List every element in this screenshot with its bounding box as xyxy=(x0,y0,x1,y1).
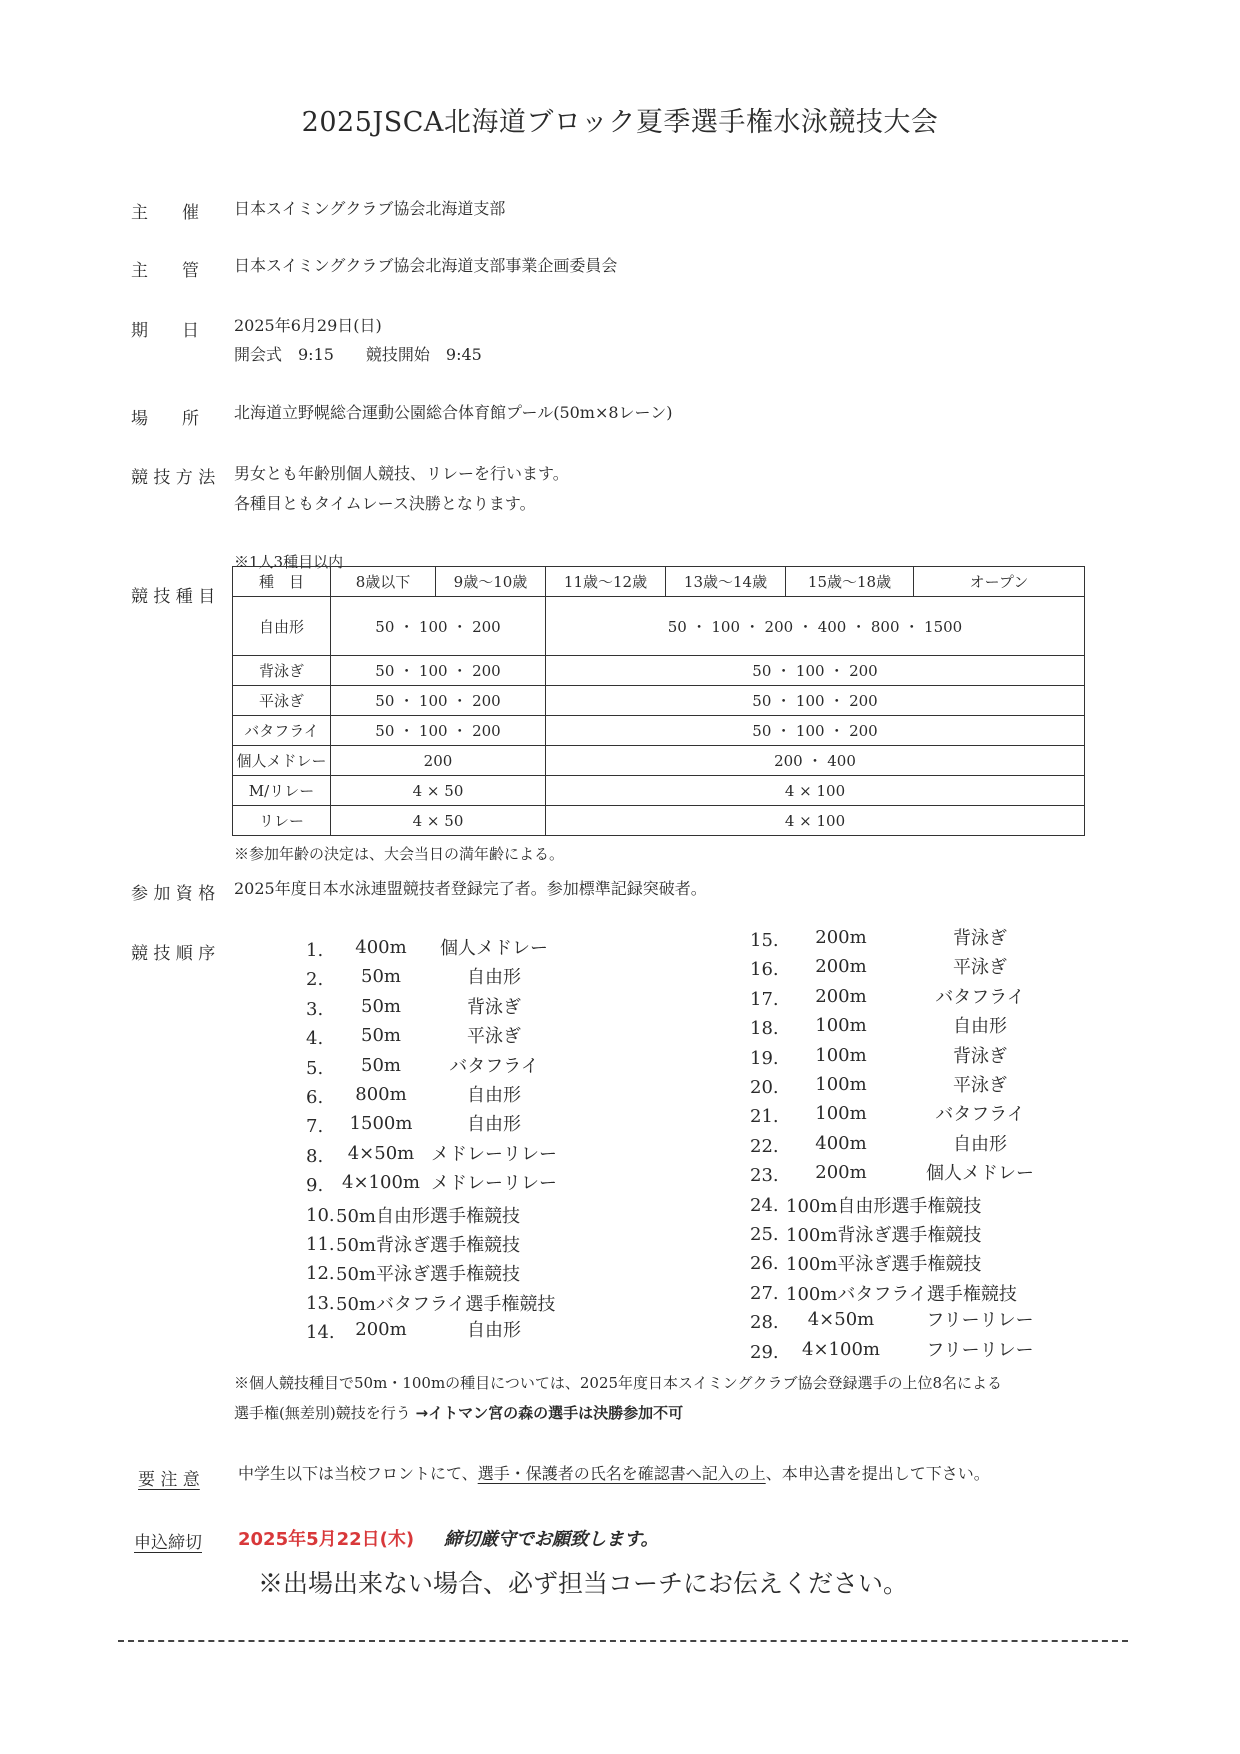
event-name: 自由形 xyxy=(233,597,331,656)
order-event: 背泳ぎ xyxy=(953,1045,1007,1067)
page-title: 2025JSCA北海道ブロック夏季選手権水泳競技大会 xyxy=(301,107,939,138)
event-name: バタフライ xyxy=(233,716,331,746)
deadline-text: 締切厳守でお願致します。 xyxy=(444,1529,659,1550)
deadline-date: 2025年5月22日(木) xyxy=(238,1529,415,1550)
events-row xyxy=(233,686,1085,716)
order-number: 4. xyxy=(306,1028,324,1050)
order-distance: 50m xyxy=(361,966,401,988)
events-row xyxy=(233,776,1085,806)
header-age-11-12: 11歳～12歳 xyxy=(546,567,666,597)
order-event: 自由形 xyxy=(467,1085,521,1106)
event-name: M/リレー xyxy=(233,776,331,806)
order-number: 9. xyxy=(306,1175,324,1197)
order-number: 18. xyxy=(750,1018,779,1040)
order-event: 自由形 xyxy=(467,1320,521,1342)
order-event: 個人メドレー xyxy=(926,1163,1034,1185)
event-older: 50 ・ 100 ・ 200 xyxy=(546,686,1085,716)
order-event: 平泳ぎ xyxy=(467,1026,521,1048)
event-older: 50 ・ 100 ・ 200 xyxy=(546,656,1085,686)
order-number: 11. xyxy=(306,1234,335,1255)
cut-line xyxy=(118,1640,1128,1642)
caution-label: 要 注 意 xyxy=(138,1470,200,1490)
event-name: 平泳ぎ xyxy=(233,686,331,716)
order-distance: 800m xyxy=(355,1084,407,1105)
date-label: 期 日 xyxy=(131,321,199,341)
order-number: 29. xyxy=(750,1341,779,1363)
deadline-note: ※出場出来ない場合、必ず担当コーチにお伝えください。 xyxy=(258,1569,909,1598)
order-event: フリーリレー xyxy=(926,1339,1034,1361)
events-row xyxy=(233,597,1085,656)
order-event: フリーリレー xyxy=(926,1310,1034,1332)
order-event: 自由形 xyxy=(953,1133,1007,1155)
caution-text-a: 中学生以下は当校フロントにて、 xyxy=(238,1464,478,1483)
event-name: 背泳ぎ xyxy=(233,656,331,686)
order-event-full: 50m自由形選手権競技 xyxy=(336,1205,520,1227)
order-note-2 xyxy=(234,1402,683,1423)
order-distance: 100m xyxy=(815,1103,867,1125)
place-value: 北海道立野幌総合運動公園総合体育館プール(50m×8レーン) xyxy=(234,403,673,422)
event-older: 4 × 100 xyxy=(546,776,1085,806)
order-distance: 200m xyxy=(815,985,867,1007)
header-age-15-18: 15歳～18歳 xyxy=(786,567,914,597)
order-event: 背泳ぎ xyxy=(953,928,1007,949)
order-distance: 200m xyxy=(815,956,867,978)
caution-text-c: 、本申込書を提出して下さい。 xyxy=(765,1464,990,1483)
place-label: 場 所 xyxy=(131,409,199,429)
order-number: 27. xyxy=(750,1282,779,1304)
order-distance: 4×50m xyxy=(347,1142,415,1164)
header-age-8: 8歳以下 xyxy=(331,567,436,597)
event-older: 4 × 100 xyxy=(546,806,1085,836)
order-note-2b: →イトマン宮の森の選手は決勝参加不可 xyxy=(415,1404,684,1422)
order-event: 自由形 xyxy=(467,1114,521,1136)
order-distance: 200m xyxy=(815,1162,867,1184)
order-event: 自由形 xyxy=(953,1016,1007,1038)
event-older: 50 ・ 100 ・ 200 ・ 400 ・ 800 ・ 1500 xyxy=(546,597,1085,656)
event-young: 50 ・ 100 ・ 200 xyxy=(331,597,546,656)
order-event-full: 100m平泳ぎ選手権競技 xyxy=(786,1254,982,1276)
order-number: 20. xyxy=(750,1077,779,1098)
order-number: 3. xyxy=(306,998,324,1020)
events-label: 競 技 種 目 xyxy=(131,587,216,607)
order-distance: 200m xyxy=(815,927,867,948)
deadline-label: 申込締切 xyxy=(134,1533,202,1553)
events-header-row xyxy=(233,567,1085,597)
order-event: バタフライ xyxy=(449,1055,539,1077)
eligibility-label: 参 加 資 格 xyxy=(131,884,216,904)
order-event-full: 50m平泳ぎ選手権競技 xyxy=(336,1264,520,1286)
event-name: 個人メドレー xyxy=(233,746,331,776)
order-number: 23. xyxy=(750,1165,779,1187)
order-event-full: 50mバタフライ選手権競技 xyxy=(336,1293,556,1315)
eligibility-text: 2025年度日本水泳連盟競技者登録完了者。参加標準記録突破者。 xyxy=(234,879,707,898)
events-note-top: ※1人3種目以内 xyxy=(234,553,344,571)
order-distance: 50m xyxy=(361,1054,401,1076)
order-distance: 100m xyxy=(815,1044,867,1066)
order-event: メドレーリレー xyxy=(431,1143,557,1165)
events-row xyxy=(233,746,1085,776)
order-distance: 100m xyxy=(815,1074,867,1095)
order-event: バタフライ xyxy=(935,986,1025,1008)
date-value: 2025年6月29日(日) xyxy=(234,316,382,335)
order-distance: 4×50m xyxy=(807,1309,875,1331)
order-distance: 200m xyxy=(355,1319,407,1341)
order-event-full: 100m背泳ぎ選手権競技 xyxy=(786,1225,982,1246)
event-older: 200 ・ 400 xyxy=(546,746,1085,776)
order-distance: 50m xyxy=(361,1025,401,1047)
order-distance: 400m xyxy=(355,937,407,958)
event-young: 4 × 50 xyxy=(331,806,546,836)
events-row xyxy=(233,806,1085,836)
order-number: 7. xyxy=(306,1116,324,1138)
order-distance: 4×100m xyxy=(342,1172,420,1194)
order-number: 6. xyxy=(306,1087,324,1108)
order-number: 16. xyxy=(750,959,779,981)
order-distance: 400m xyxy=(815,1132,867,1154)
order-event: 背泳ぎ xyxy=(467,996,521,1018)
order-event: 平泳ぎ xyxy=(953,957,1007,979)
order-number: 24. xyxy=(750,1194,779,1216)
order-event: 個人メドレー xyxy=(440,938,548,959)
header-age-9-10: 9歳～10歳 xyxy=(436,567,546,597)
time-value: 開会式 9:15 競技開始 9:45 xyxy=(234,345,482,364)
event-young: 50 ・ 100 ・ 200 xyxy=(331,686,546,716)
event-young: 4 × 50 xyxy=(331,776,546,806)
order-distance: 100m xyxy=(815,1015,867,1037)
order-event: 自由形 xyxy=(467,967,521,989)
order-note-1: ※個人競技種目で50m・100mの種目については、2025年度日本スイミングクラブ協会登録選手の上位8名による xyxy=(234,1374,1002,1392)
event-young: 50 ・ 100 ・ 200 xyxy=(331,716,546,746)
caution-text-b: 選手・保護者の氏名を確認書へ記入の上 xyxy=(477,1464,766,1483)
order-number: 5. xyxy=(306,1057,324,1079)
order-label: 競 技 順 序 xyxy=(131,944,216,964)
caution-text xyxy=(238,1461,990,1484)
events-row xyxy=(233,716,1085,746)
order-number: 15. xyxy=(750,930,779,951)
order-number: 1. xyxy=(306,940,324,961)
header-open: オープン xyxy=(914,567,1085,597)
order-distance: 1500m xyxy=(349,1113,413,1135)
order-event-full: 100m自由形選手権競技 xyxy=(786,1195,982,1217)
order-distance: 4×100m xyxy=(802,1338,880,1360)
events-row xyxy=(233,656,1085,686)
order-number: 14. xyxy=(306,1322,335,1344)
order-number: 10. xyxy=(306,1204,335,1226)
host-value: 日本スイミングクラブ協会北海道支部 xyxy=(234,199,506,218)
order-event-full: 100mバタフライ選手権競技 xyxy=(786,1283,1017,1305)
events-table xyxy=(232,566,1085,836)
order-note-2a: 選手権(無差別)競技を行う xyxy=(234,1404,411,1422)
event-young: 200 xyxy=(331,746,546,776)
method-text-1: 男女とも年齢別個人競技、リレーを行います。 xyxy=(234,464,569,483)
order-event: バタフライ xyxy=(935,1104,1025,1126)
events-note-bottom: ※参加年齢の決定は、大会当日の満年齢による。 xyxy=(234,845,565,863)
event-name: リレー xyxy=(233,806,331,836)
order-number: 22. xyxy=(750,1135,779,1157)
method-text-2: 各種目ともタイムレース決勝となります。 xyxy=(234,494,536,513)
order-number: 21. xyxy=(750,1106,779,1128)
event-young: 50 ・ 100 ・ 200 xyxy=(331,656,546,686)
manage-value: 日本スイミングクラブ協会北海道支部事業企画委員会 xyxy=(234,256,618,275)
order-number: 2. xyxy=(306,969,324,991)
header-age-13-14: 13歳～14歳 xyxy=(666,567,786,597)
order-event: メドレーリレー xyxy=(431,1173,557,1195)
host-label: 主 催 xyxy=(131,203,199,223)
order-number: 28. xyxy=(750,1312,779,1334)
method-label: 競 技 方 法 xyxy=(131,468,216,488)
event-older: 50 ・ 100 ・ 200 xyxy=(546,716,1085,746)
order-event: 平泳ぎ xyxy=(953,1075,1007,1096)
order-number: 26. xyxy=(750,1253,779,1275)
order-number: 17. xyxy=(750,988,779,1010)
header-event: 種 目 xyxy=(233,567,331,597)
order-number: 8. xyxy=(306,1145,324,1167)
manage-label: 主 管 xyxy=(131,261,199,281)
order-event-full: 50m背泳ぎ選手権競技 xyxy=(336,1235,520,1256)
order-number: 25. xyxy=(750,1224,779,1245)
order-number: 19. xyxy=(750,1047,779,1069)
order-distance: 50m xyxy=(361,995,401,1017)
order-number: 12. xyxy=(306,1263,335,1285)
order-number: 13. xyxy=(306,1292,335,1314)
